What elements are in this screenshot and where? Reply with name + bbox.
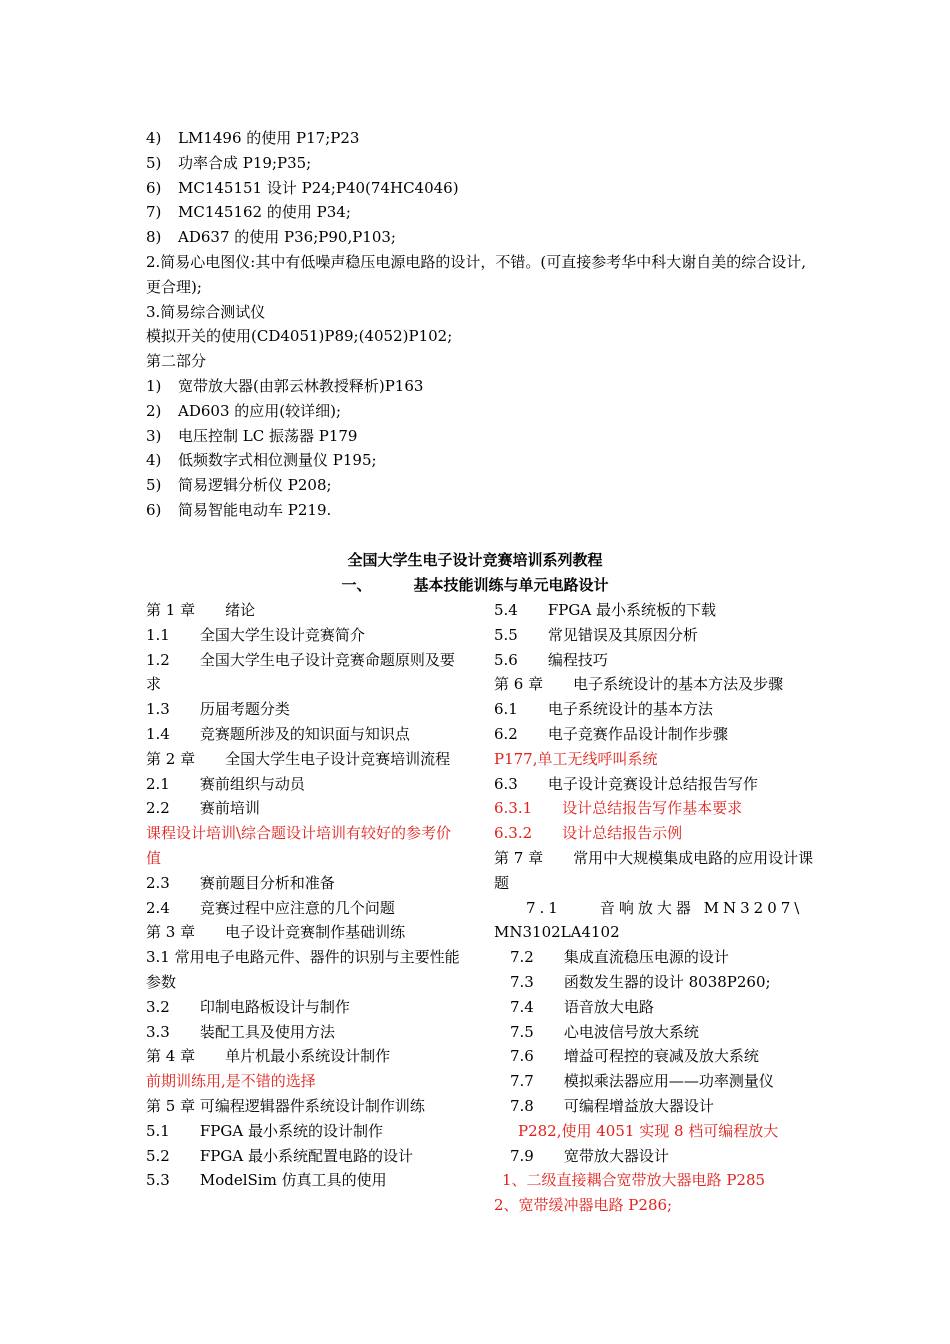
toc-entry: 第 7 章 常用中大规模集成电路的应用设计课题 [494,848,814,892]
list-item: 8) AD637 的使用 P36;P90,P103; [146,228,396,247]
toc-entry: 3.1 常用电子电路元件、器件的识别与主要性能参数 [146,948,460,991]
toc-entry: 7.1 音响放大器 MN3207\ [526,898,804,917]
toc-entry: 6.1 电子系统设计的基本方法 [494,700,713,719]
toc-entry: 7.4 语音放大电路 [510,997,654,1016]
toc-entry: 7.7 模拟乘法器应用——功率测量仪 [510,1072,774,1091]
toc-entry: 7.5 心电波信号放大系统 [510,1022,699,1041]
paragraph-tester: 3.简易综合测试仪 [146,302,266,321]
toc-entry: 1.1 全国大学生设计竞赛简介 [146,625,365,644]
toc-entry: 1.3 历届考题分类 [146,700,290,719]
list-item: 6) MC145151 设计 P24;P40(74HC4046) [146,178,459,197]
toc-entry: 5.3 ModelSim 仿真工具的使用 [146,1171,387,1190]
toc-entry: 第 3 章 电子设计竞赛制作基础训练 [146,923,406,942]
toc-entry: 6.2 电子竞赛作品设计制作步骤 [494,724,728,743]
toc-entry: 5.2 FPGA 最小系统配置电路的设计 [146,1146,413,1165]
toc-entry: 5.6 编程技巧 [494,650,608,669]
list-item: 5) 功率合成 P19;P35; [146,153,312,172]
toc-entry: 7.8 可编程增益放大器设计 [510,1096,714,1115]
toc-entry: 7.9 宽带放大器设计 [510,1146,669,1165]
paragraph-switch: 模拟开关的使用(CD4051)P89;(4052)P102; [146,327,453,346]
toc-entry: 5.1 FPGA 最小系统的设计制作 [146,1121,383,1140]
top-section [146,126,816,523]
part-two-heading: 第二部分 [146,352,207,371]
toc-entry: 2.1 赛前组织与动员 [146,774,305,793]
toc-entry: 第 1 章 绪论 [146,601,256,619]
toc-note: 1、二级直接耦合宽带放大器电路 P285 [502,1171,766,1190]
toc-entry: 3.2 印制电路板设计与制作 [146,997,350,1016]
list-item: 3) 电压控制 LC 振荡器 P179 [146,426,358,445]
toc-entry: 第 2 章 全国大学生电子设计竞赛培训流程 [146,749,451,768]
list-item: 5) 简易逻辑分析仪 P208; [146,476,332,495]
toc-entry: 7.2 集成直流稳压电源的设计 [510,948,729,967]
toc-entry: 1.4 竞赛题所涉及的知识面与知识点 [146,724,410,743]
toc-entry: 1.2 全国大学生电子设计竞赛命题原则及要求 [146,650,455,694]
toc-entry: 6.3 电子设计竞赛设计总结报告写作 [494,774,758,793]
list-item: 4) LM1496 的使用 P17;P23 [146,129,360,147]
toc-note: P177,单工无线呼叫系统 [494,749,658,768]
toc-entry: 7.3 函数发生器的设计 8038P260; [510,972,771,991]
toc-entry: MN3102LA4102 [494,923,620,942]
subtitle: 一、 基本技能训练与单元电路设计 [341,575,609,594]
list-item: 4) 低频数字式相位测量仪 P195; [146,451,377,470]
toc-entry: 3.3 装配工具及使用方法 [146,1022,335,1041]
page-title: 全国大学生电子设计竞赛培训系列教程 [347,551,603,569]
toc-entry: 5.4 FPGA 最小系统板的下载 [494,601,716,619]
toc-entry: 5.5 常见错误及其原因分析 [494,625,698,644]
toc-note: 6.3.2 设计总结报告示例 [494,824,683,843]
toc-entry: 2.3 赛前题目分析和准备 [146,873,335,892]
section-heading [0,548,950,598]
toc-note: 2、宽带缓冲器电路 P286; [494,1196,673,1215]
list-item: 7) MC145162 的使用 P34; [146,203,351,222]
toc-note: 6.3.1 设计总结报告写作基本要求 [494,799,743,818]
toc-entry: 第 5 章 可编程逻辑器件系统设计制作训练 [146,1096,425,1115]
toc-entry: 2.2 赛前培训 [146,799,260,818]
toc-entry: 第 6 章 电子系统设计的基本方法及步骤 [494,675,784,694]
toc-note: 前期训练用,是不错的选择 [146,1072,316,1091]
toc-entry: 2.4 竞赛过程中应注意的几个问题 [146,898,395,917]
list-item: 1) 宽带放大器(由郭云林教授释析)P163 [146,376,424,395]
list-item: 6) 简易智能电动车 P219. [146,500,332,519]
toc-left-column [146,598,464,1193]
toc-right-column [494,598,814,1218]
paragraph-ecg: 2.简易心电图仪:其中有低噪声稳压电源电路的设计，不错。(可直接参考华中科大谢自美的综合设计,更合理); [146,252,806,296]
toc-entry: 第 4 章 单片机最小系统设计制作 [146,1047,391,1066]
toc-entry: 7.6 增益可程控的衰减及放大系统 [510,1047,759,1066]
toc-note: P282,使用 4051 实现 8 档可编程放大 [518,1121,779,1140]
toc-note: 课程设计培训\综合题设计培训有较好的参考价值 [146,824,452,867]
list-item: 2) AD603 的应用(较详细); [146,401,342,420]
